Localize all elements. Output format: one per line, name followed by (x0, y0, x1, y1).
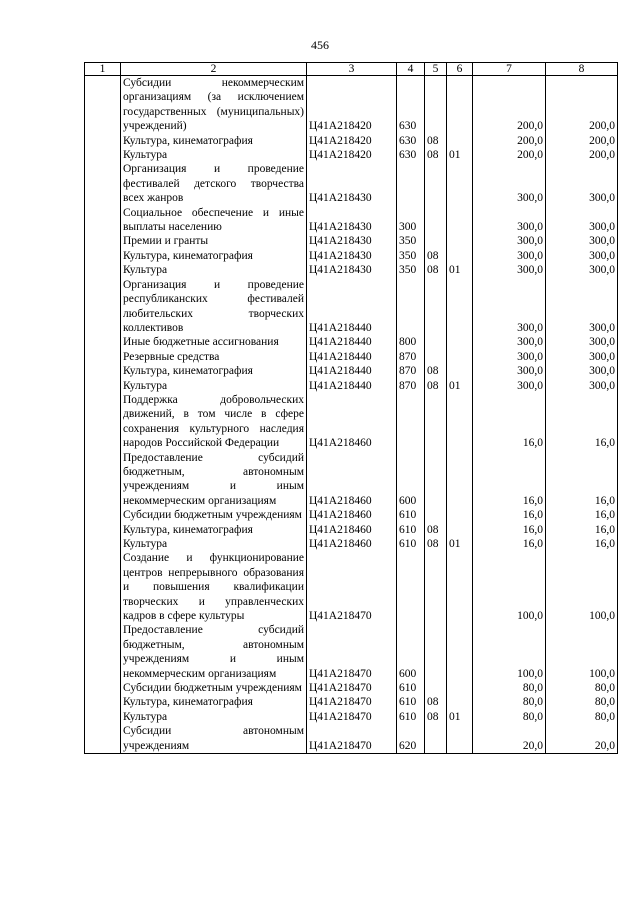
item-name-cell: Культура, кинематография (121, 523, 307, 537)
amount-cell: 16,0 (546, 451, 618, 509)
subsection-cell: 01 (447, 263, 473, 277)
expense-type-cell: 350 (397, 263, 425, 277)
subsection-cell: 01 (447, 148, 473, 162)
amount-cell: 200,0 (473, 76, 546, 134)
target-code-cell: Ц41А218430 (307, 206, 397, 235)
target-code-cell: Ц41А218420 (307, 134, 397, 148)
expense-type-cell: 600 (397, 623, 425, 681)
amount-cell: 200,0 (546, 148, 618, 162)
section-cell: 08 (425, 249, 447, 263)
amount-cell: 300,0 (546, 364, 618, 378)
expense-type-cell: 630 (397, 148, 425, 162)
table-row (85, 364, 618, 378)
subsection-cell: 01 (447, 537, 473, 551)
expense-type-cell: 630 (397, 134, 425, 148)
row-index-cell (85, 134, 121, 148)
item-name-cell: Культура, кинематография (121, 364, 307, 378)
row-index-cell (85, 76, 121, 134)
item-name-cell: Культура, кинематография (121, 134, 307, 148)
subsection-cell (447, 234, 473, 248)
expense-type-cell: 610 (397, 710, 425, 724)
item-name-cell: Культура, кинематография (121, 695, 307, 709)
target-code-cell: Ц41А218460 (307, 451, 397, 509)
target-code-cell: Ц41А218470 (307, 681, 397, 695)
table-row (85, 393, 618, 451)
amount-cell: 300,0 (546, 162, 618, 205)
amount-cell: 80,0 (473, 710, 546, 724)
expense-type-cell: 870 (397, 364, 425, 378)
item-name-cell: Предоставление субсидий бюджетным, автономным учреждениям и иным некоммерческим организациям (121, 451, 307, 509)
subsection-cell (447, 335, 473, 349)
table-row (85, 695, 618, 709)
section-cell (425, 551, 447, 623)
target-code-cell: Ц41А218470 (307, 724, 397, 753)
row-index-cell (85, 551, 121, 623)
row-index-cell (85, 724, 121, 753)
row-index-cell (85, 537, 121, 551)
expense-type-cell (397, 278, 425, 336)
amount-cell: 80,0 (473, 681, 546, 695)
subsection-cell (447, 350, 473, 364)
row-index-cell (85, 695, 121, 709)
table-row (85, 134, 618, 148)
item-name-cell: Культура, кинематография (121, 249, 307, 263)
amount-cell: 80,0 (546, 681, 618, 695)
column-header: 2 (121, 63, 307, 76)
amount-cell: 300,0 (473, 364, 546, 378)
column-header: 8 (546, 63, 618, 76)
target-code-cell: Ц41А218460 (307, 508, 397, 522)
column-number-row (85, 63, 618, 76)
item-name-cell: Культура (121, 537, 307, 551)
section-cell (425, 350, 447, 364)
table-row (85, 724, 618, 753)
amount-cell: 16,0 (546, 537, 618, 551)
subsection-cell (447, 508, 473, 522)
table-row (85, 148, 618, 162)
amount-cell: 100,0 (473, 551, 546, 623)
table-row (85, 508, 618, 522)
subsection-cell (447, 551, 473, 623)
table-row (85, 451, 618, 509)
table-row (85, 710, 618, 724)
item-name-cell: Субсидии бюджетным учреждениям (121, 508, 307, 522)
table-row (85, 335, 618, 349)
section-cell (425, 623, 447, 681)
column-header: 3 (307, 63, 397, 76)
amount-cell: 100,0 (546, 623, 618, 681)
target-code-cell: Ц41А218440 (307, 278, 397, 336)
section-cell (425, 335, 447, 349)
table-row (85, 623, 618, 681)
amount-cell: 16,0 (473, 508, 546, 522)
row-index-cell (85, 249, 121, 263)
subsection-cell (447, 724, 473, 753)
row-index-cell (85, 335, 121, 349)
item-name-cell: Организация и проведение республиканских фестивалей любительских творческих коллективов (121, 278, 307, 336)
subsection-cell (447, 206, 473, 235)
target-code-cell: Ц41А218430 (307, 162, 397, 205)
subsection-cell (447, 76, 473, 134)
expense-type-cell: 600 (397, 451, 425, 509)
amount-cell: 300,0 (473, 162, 546, 205)
amount-cell: 300,0 (546, 278, 618, 336)
row-index-cell (85, 710, 121, 724)
subsection-cell (447, 681, 473, 695)
amount-cell: 300,0 (473, 234, 546, 248)
section-cell (425, 451, 447, 509)
item-name-cell: Субсидии бюджетным учреждениям (121, 681, 307, 695)
subsection-cell (447, 249, 473, 263)
amount-cell: 300,0 (546, 379, 618, 393)
column-header: 4 (397, 63, 425, 76)
target-code-cell: Ц41А218430 (307, 249, 397, 263)
column-header: 6 (447, 63, 473, 76)
target-code-cell: Ц41А218460 (307, 393, 397, 451)
table-body (85, 76, 618, 754)
expense-type-cell: 870 (397, 379, 425, 393)
section-cell (425, 76, 447, 134)
target-code-cell: Ц41А218470 (307, 551, 397, 623)
section-cell (425, 206, 447, 235)
amount-cell: 300,0 (473, 206, 546, 235)
item-name-cell: Культура (121, 710, 307, 724)
amount-cell: 16,0 (546, 508, 618, 522)
item-name-cell: Предоставление субсидий бюджетным, автономным учреждениям и иным некоммерческим организациям (121, 623, 307, 681)
section-cell: 08 (425, 695, 447, 709)
section-cell: 08 (425, 148, 447, 162)
amount-cell: 300,0 (546, 263, 618, 277)
row-index-cell (85, 263, 121, 277)
row-index-cell (85, 350, 121, 364)
amount-cell: 300,0 (473, 249, 546, 263)
row-index-cell (85, 206, 121, 235)
expense-type-cell: 800 (397, 335, 425, 349)
target-code-cell: Ц41А218440 (307, 350, 397, 364)
row-index-cell (85, 623, 121, 681)
item-name-cell: Культура (121, 263, 307, 277)
section-cell (425, 393, 447, 451)
expense-type-cell: 870 (397, 350, 425, 364)
amount-cell: 300,0 (546, 234, 618, 248)
amount-cell: 16,0 (546, 523, 618, 537)
expense-type-cell: 350 (397, 249, 425, 263)
table-row (85, 206, 618, 235)
amount-cell: 300,0 (546, 249, 618, 263)
amount-cell: 200,0 (546, 76, 618, 134)
target-code-cell: Ц41А218420 (307, 76, 397, 134)
amount-cell: 200,0 (473, 148, 546, 162)
expense-type-cell: 620 (397, 724, 425, 753)
amount-cell: 20,0 (473, 724, 546, 753)
amount-cell: 200,0 (473, 134, 546, 148)
target-code-cell: Ц41А218470 (307, 710, 397, 724)
item-name-cell: Резервные средства (121, 350, 307, 364)
target-code-cell: Ц41А218420 (307, 148, 397, 162)
expense-type-cell: 610 (397, 681, 425, 695)
section-cell: 08 (425, 710, 447, 724)
amount-cell: 300,0 (473, 350, 546, 364)
target-code-cell: Ц41А218440 (307, 379, 397, 393)
amount-cell: 300,0 (546, 335, 618, 349)
column-header: 7 (473, 63, 546, 76)
column-header: 1 (85, 63, 121, 76)
table-row (85, 278, 618, 336)
expense-type-cell (397, 551, 425, 623)
subsection-cell: 01 (447, 710, 473, 724)
table-row (85, 263, 618, 277)
target-code-cell: Ц41А218440 (307, 335, 397, 349)
row-index-cell (85, 278, 121, 336)
table-row (85, 76, 618, 134)
expense-type-cell: 610 (397, 508, 425, 522)
section-cell (425, 278, 447, 336)
amount-cell: 16,0 (473, 393, 546, 451)
section-cell: 08 (425, 364, 447, 378)
expense-type-cell (397, 393, 425, 451)
row-index-cell (85, 379, 121, 393)
section-cell: 08 (425, 379, 447, 393)
subsection-cell (447, 278, 473, 336)
row-index-cell (85, 523, 121, 537)
table-row (85, 234, 618, 248)
section-cell (425, 508, 447, 522)
amount-cell: 20,0 (546, 724, 618, 753)
row-index-cell (85, 234, 121, 248)
item-name-cell: Иные бюджетные ассигнования (121, 335, 307, 349)
amount-cell: 16,0 (546, 393, 618, 451)
subsection-cell (447, 364, 473, 378)
row-index-cell (85, 508, 121, 522)
item-name-cell: Социальное обеспечение и иные выплаты населению (121, 206, 307, 235)
section-cell (425, 724, 447, 753)
subsection-cell: 01 (447, 379, 473, 393)
row-index-cell (85, 681, 121, 695)
amount-cell: 300,0 (473, 278, 546, 336)
budget-table (84, 62, 618, 754)
row-index-cell (85, 393, 121, 451)
amount-cell: 300,0 (473, 335, 546, 349)
expense-type-cell (397, 162, 425, 205)
subsection-cell (447, 134, 473, 148)
section-cell: 08 (425, 523, 447, 537)
subsection-cell (447, 393, 473, 451)
table-row (85, 379, 618, 393)
table-row (85, 162, 618, 205)
target-code-cell: Ц41А218430 (307, 263, 397, 277)
item-name-cell: Организация и проведение фестивалей детского творчества всех жанров (121, 162, 307, 205)
item-name-cell: Субсидии некоммерческим организациям (за исключением государственных (муниципальных) учреждений) (121, 76, 307, 134)
amount-cell: 300,0 (473, 379, 546, 393)
expense-type-cell: 350 (397, 234, 425, 248)
table-row (85, 681, 618, 695)
amount-cell: 16,0 (473, 451, 546, 509)
item-name-cell: Создание и функционирование центров непрерывного образования и повышения квалификации творческих и управленческих кадров в сфере культуры (121, 551, 307, 623)
amount-cell: 100,0 (546, 551, 618, 623)
table-row (85, 249, 618, 263)
target-code-cell: Ц41А218470 (307, 623, 397, 681)
amount-cell: 80,0 (473, 695, 546, 709)
subsection-cell (447, 623, 473, 681)
item-name-cell: Культура (121, 148, 307, 162)
target-code-cell: Ц41А218440 (307, 364, 397, 378)
amount-cell: 16,0 (473, 537, 546, 551)
target-code-cell: Ц41А218430 (307, 234, 397, 248)
item-name-cell: Субсидии автономным учреждениям (121, 724, 307, 753)
table-row (85, 350, 618, 364)
expense-type-cell: 630 (397, 76, 425, 134)
item-name-cell: Культура (121, 379, 307, 393)
row-index-cell (85, 364, 121, 378)
amount-cell: 80,0 (546, 710, 618, 724)
section-cell: 08 (425, 537, 447, 551)
row-index-cell (85, 451, 121, 509)
expense-type-cell: 610 (397, 523, 425, 537)
amount-cell: 300,0 (546, 206, 618, 235)
expense-type-cell: 610 (397, 537, 425, 551)
table-row (85, 537, 618, 551)
amount-cell: 100,0 (473, 623, 546, 681)
subsection-cell (447, 451, 473, 509)
amount-cell: 16,0 (473, 523, 546, 537)
section-cell: 08 (425, 134, 447, 148)
target-code-cell: Ц41А218470 (307, 695, 397, 709)
expense-type-cell: 300 (397, 206, 425, 235)
page-number: 456 (311, 38, 329, 52)
subsection-cell (447, 162, 473, 205)
subsection-cell (447, 523, 473, 537)
target-code-cell: Ц41А218460 (307, 537, 397, 551)
amount-cell: 80,0 (546, 695, 618, 709)
section-cell (425, 681, 447, 695)
item-name-cell: Поддержка добровольческих движений, в том числе в сфере сохранения культурного наследия народов Российской Федерации (121, 393, 307, 451)
row-index-cell (85, 148, 121, 162)
item-name-cell: Премии и гранты (121, 234, 307, 248)
table-row (85, 523, 618, 537)
section-cell: 08 (425, 263, 447, 277)
amount-cell: 300,0 (546, 350, 618, 364)
amount-cell: 300,0 (473, 263, 546, 277)
section-cell (425, 234, 447, 248)
target-code-cell: Ц41А218460 (307, 523, 397, 537)
subsection-cell (447, 695, 473, 709)
amount-cell: 200,0 (546, 134, 618, 148)
table-row (85, 551, 618, 623)
expense-type-cell: 610 (397, 695, 425, 709)
section-cell (425, 162, 447, 205)
row-index-cell (85, 162, 121, 205)
column-header: 5 (425, 63, 447, 76)
